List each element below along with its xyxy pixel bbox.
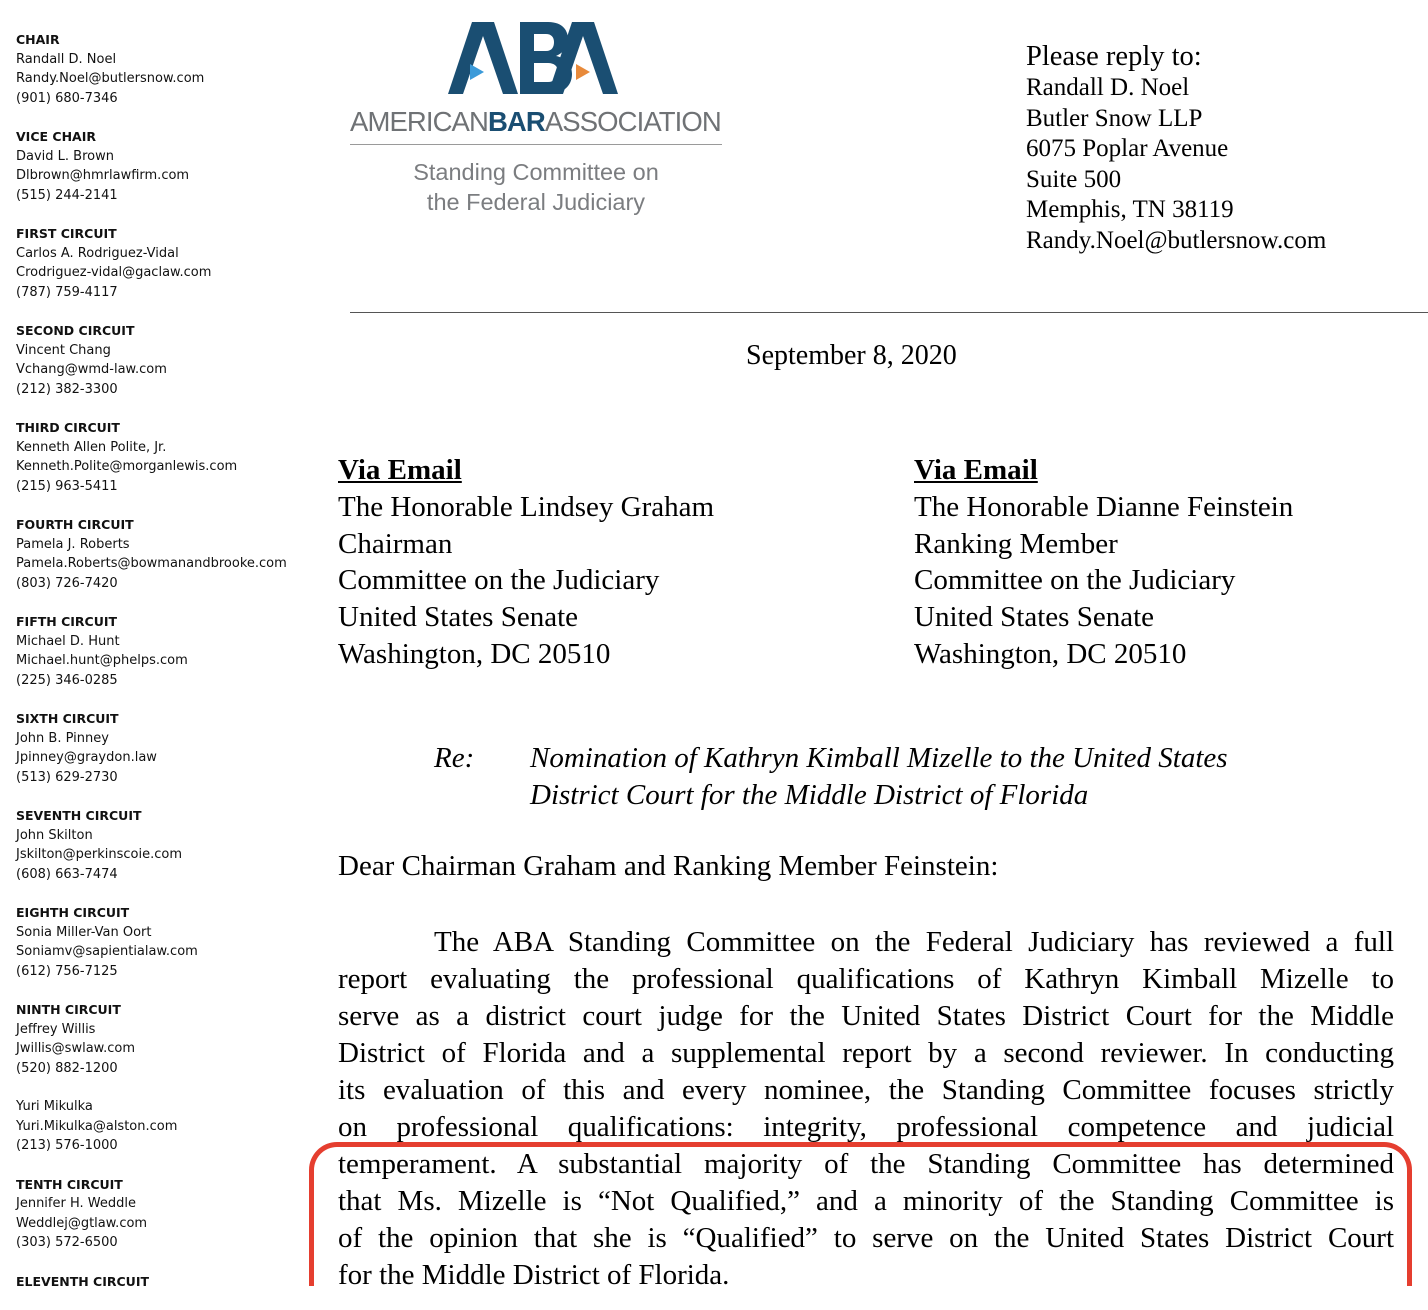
roster-group-title: CHAIR <box>16 32 60 47</box>
reply-line: 6075 Poplar Avenue <box>1026 135 1229 162</box>
roster-phone: (225) 346-0285 <box>16 672 118 688</box>
reply-line: Suite 500 <box>1026 165 1122 193</box>
roster-group <box>16 709 316 787</box>
reply-address-block <box>1026 40 1326 256</box>
roster-group <box>16 1000 316 1078</box>
roster-email: Soniamv@sapientialaw.com <box>16 944 198 959</box>
addressee-line: Washington, DC 20510 <box>914 637 1187 670</box>
roster-email: Yuri.Mikulka@alston.com <box>16 1118 178 1134</box>
roster-group <box>16 127 316 205</box>
body-line: on professional qualifications: integrity, professional competence and judicial <box>338 1111 1394 1143</box>
roster-phone: (213) 576-1000 <box>16 1138 118 1153</box>
roster-group <box>16 1097 316 1156</box>
roster-group <box>16 806 316 884</box>
roster-group-title: FIFTH CIRCUIT <box>16 614 118 629</box>
roster-email: Jskilton@perkinscoie.com <box>16 847 183 862</box>
roster-email: Vchang@wmd-law.com <box>16 362 167 377</box>
roster-group <box>16 418 316 496</box>
addressee-line: The Honorable Lindsey Graham <box>338 490 715 523</box>
addressee-left <box>338 452 714 673</box>
roster-group-title: FIRST CIRCUIT <box>16 226 117 241</box>
letter-date: September 8, 2020 <box>746 340 957 371</box>
reply-line: Butler Snow LLP <box>1026 104 1203 132</box>
roster-phone: (513) 629-2730 <box>16 769 118 785</box>
salutation: Dear Chairman Graham and Ranking Member Feinstein: <box>338 850 999 882</box>
reply-line: Memphis, TN 38119 <box>1026 196 1234 223</box>
roster-group <box>16 1272 316 1292</box>
addressee-line: United States Senate <box>338 601 579 634</box>
roster-name: Jennifer H. Weddle <box>16 1196 136 1211</box>
roster-name: Jeffrey Willis <box>16 1021 96 1037</box>
addressee-line: Committee on the Judiciary <box>338 564 660 597</box>
body-line: The ABA Standing Committee on the Federal Judiciary has reviewed a full <box>434 926 1394 958</box>
roster-group-title: ELEVENTH CIRCUIT <box>16 1273 150 1289</box>
roster-group <box>16 30 316 108</box>
roster-group-title: TENTH CIRCUIT <box>16 1176 123 1192</box>
roster-name: Michael D. Hunt <box>16 633 120 649</box>
roster-name: Vincent Chang <box>16 342 111 358</box>
header-divider <box>350 312 1428 313</box>
roster-group <box>16 1175 316 1253</box>
roster-name: Randall D. Noel <box>16 51 117 67</box>
addressee-line: Chairman <box>338 527 453 560</box>
letter-body <box>338 924 1394 1294</box>
body-line: temperament. A substantial majority of the Standing Committee has determined <box>338 1148 1394 1180</box>
roster-email: Weddlej@gtlaw.com <box>16 1215 148 1231</box>
body-line: its evaluation of this and every nominee, the Standing Committee focuses strictly <box>338 1074 1394 1106</box>
roster-phone: (303) 572-6500 <box>16 1235 118 1250</box>
reply-email: Randy.Noel@butlersnow.com <box>1026 226 1327 254</box>
roster-name: Sonia Miller-Van Oort <box>16 924 152 940</box>
reply-line: Randall D. Noel <box>1026 74 1190 101</box>
reply-heading: Please reply to: <box>1026 41 1202 72</box>
roster-email: Jwillis@swlaw.com <box>16 1041 136 1056</box>
roster-email: Randy.Noel@butlersnow.com <box>16 71 205 86</box>
roster-group <box>16 903 316 981</box>
roster-phone: (787) 759-4117 <box>16 284 118 300</box>
roster-phone: (901) 680-7346 <box>16 90 118 106</box>
addressee-line: The Honorable Dianne Feinstein <box>914 490 1294 523</box>
roster-phone: (515) 244-2141 <box>16 187 118 203</box>
roster-email: Pamela.Roberts@bowmanandbrooke.com <box>16 556 287 571</box>
roster-email: Jpinney@graydon.law <box>16 750 157 765</box>
addressee-line: Washington, DC 20510 <box>338 637 611 670</box>
roster-name: John B. Pinney <box>16 730 109 746</box>
american-bar-association-wordmark: AMERICANBARASSOCIATION <box>350 106 721 137</box>
roster-group-title: SECOND CIRCUIT <box>16 323 135 338</box>
roster-group-title: NINTH CIRCUIT <box>16 1002 121 1017</box>
subject-text: Nomination of Kathryn Kimball Mizelle to the United States District Court for the Middle District of Florida <box>530 742 1228 811</box>
roster-name: David L. Brown <box>16 148 114 164</box>
body-line: District of Florida and a supplemental report by a second reviewer. In conducting <box>338 1037 1394 1069</box>
roster-name: John Skilton <box>16 827 93 843</box>
roster-name: Pamela J. Roberts <box>16 536 130 552</box>
body-line: that Ms. Mizelle is “Not Qualified,” and a minority of the Standing Committee is <box>338 1185 1394 1217</box>
roster-email: Crodriguez-vidal@gaclaw.com <box>16 265 212 280</box>
body-line: for the Middle District of Florida. <box>338 1259 730 1291</box>
roster-group-title: SEVENTH CIRCUIT <box>16 808 142 823</box>
roster-phone: (212) 382-3300 <box>16 381 118 397</box>
roster-name: Yuri Mikulka <box>16 1099 93 1114</box>
addressee-line: Committee on the Judiciary <box>914 564 1236 597</box>
roster-group-title: EIGHTH CIRCUIT <box>16 905 130 920</box>
body-line: of the opinion that she is “Qualified” to serve on the United States District Court <box>338 1222 1394 1254</box>
addressee-line: United States Senate <box>914 601 1155 634</box>
via-email-label: Via Email <box>338 454 462 486</box>
aba-letters-logo-icon <box>448 22 618 94</box>
subject-label: Re: <box>434 742 475 774</box>
roster-group <box>16 612 316 690</box>
roster-group-title: SIXTH CIRCUIT <box>16 711 119 726</box>
roster-name: Kenneth Allen Polite, Jr. <box>16 439 167 455</box>
roster-group <box>16 321 316 399</box>
roster-group-title: VICE CHAIR <box>16 129 96 144</box>
via-email-label: Via Email <box>914 454 1038 486</box>
committee-name: Standing Committee on the Federal Judiciary <box>413 159 659 215</box>
committee-roster-sidebar <box>16 30 316 1310</box>
roster-phone: (803) 726-7420 <box>16 575 118 591</box>
body-line: report evaluating the professional qualifications of Kathryn Kimball Mizelle to <box>338 963 1394 995</box>
roster-phone: (608) 663-7474 <box>16 866 118 882</box>
roster-email: Michael.hunt@phelps.com <box>16 653 188 668</box>
roster-name: Carlos A. Rodriguez-Vidal <box>16 245 179 261</box>
roster-group <box>16 224 316 302</box>
body-line: serve as a district court judge for the United States District Court for the Middle <box>338 1000 1394 1032</box>
roster-phone: (612) 756-7125 <box>16 963 118 979</box>
roster-email: Dlbrown@hmrlawfirm.com <box>16 168 190 183</box>
roster-group-title: FOURTH CIRCUIT <box>16 517 134 532</box>
addressee-line: Ranking Member <box>914 527 1118 560</box>
roster-phone: (215) 963-5411 <box>16 478 118 494</box>
roster-group <box>16 515 316 593</box>
logo-divider <box>350 144 722 145</box>
addressee-right <box>914 452 1293 673</box>
roster-phone: (520) 882-1200 <box>16 1060 118 1076</box>
roster-email: Kenneth.Polite@morganlewis.com <box>16 459 238 474</box>
roster-group-title: THIRD CIRCUIT <box>16 420 120 435</box>
